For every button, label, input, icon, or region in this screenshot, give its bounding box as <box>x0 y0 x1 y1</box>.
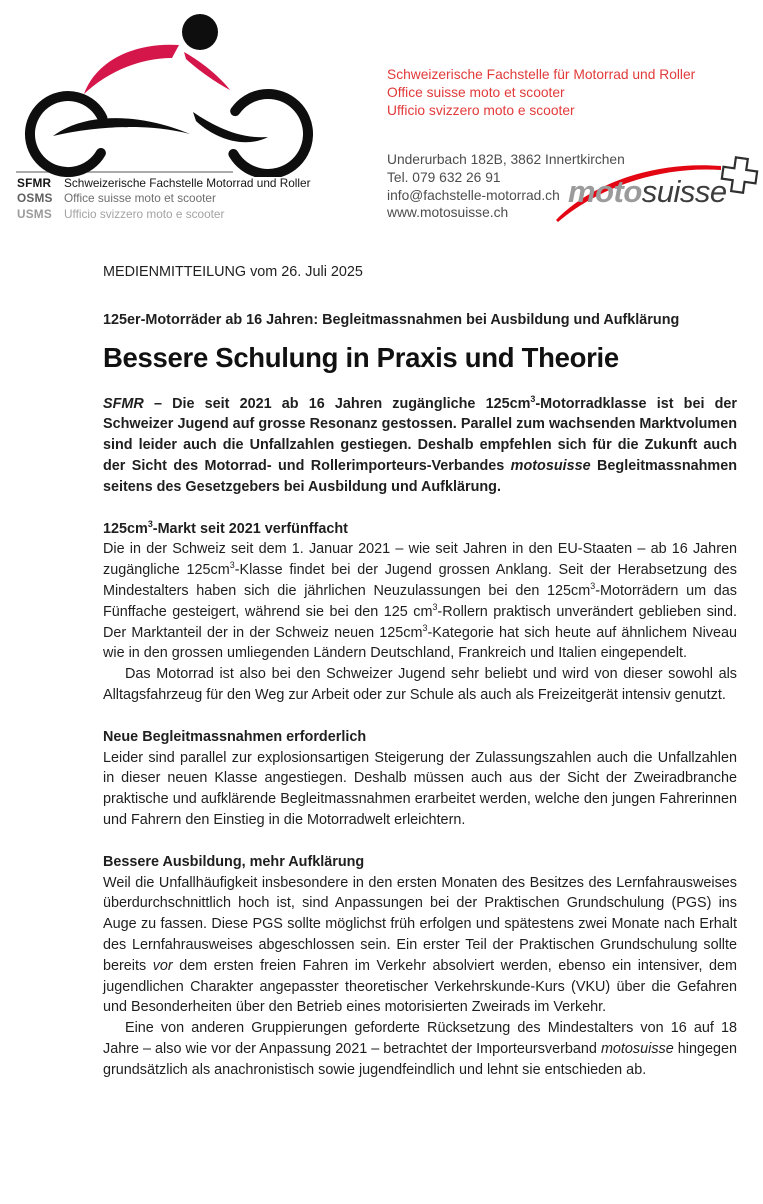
acronym-code: OSMS <box>17 191 53 206</box>
acronym-code: SFMR <box>17 176 52 190</box>
rider-body-icon <box>84 45 179 94</box>
section-training <box>103 852 737 1081</box>
section-heading: $125cm^3$-Markt seit 2021 verfünffacht <box>103 518 348 537</box>
body-paragraph: Das Motorrad ist also bei den Schweizer Jugend sehr beliebt und wird von dieser sowohl als Alltagsfahrzeug für den Weg zur Arbeit oder zur Schule als auch als Freizeitgerät intensiv genutzt. <box>103 666 737 703</box>
document-body <box>103 262 737 1081</box>
front-wheel-icon <box>30 96 102 172</box>
sfmr-motorcycle-logo-icon <box>15 5 315 177</box>
acronym-code: USMS <box>17 206 52 221</box>
lead-paragraph: SFMR – Die seit 2021 ab 16 Jahren zugängliche $125cm^3$-Motorradklasse ist bei der Schweizer Jugend auf grosse Resonanz gestossen. Parallel zum wachsenden Marktvolumen sind leider auch die Unfallzahlen gestiegen. Deshalb empfehlen sich für die Zukunft auch der Sicht des Motorrad- und Rollerimporteurs-Verbandes motosuisse Begleitmassnahmen seitens des Gesetzgebers bei Ausbildung und Aufklärung. <box>103 393 737 495</box>
acronym-label: Ufficio svizzero moto e scooter <box>64 206 225 221</box>
wordmark-moto: moto <box>568 174 642 209</box>
bike-body-icon <box>53 118 190 136</box>
motosuisse-logo <box>540 150 763 228</box>
rider-head-icon <box>182 14 218 50</box>
body-paragraph: Leider sind parallel zur explosionsartigen Steigerung der Zulassungszahlen auch die Unfallzahlen in dieser neuen Klasse angestiegen. Deshalb müssen auch aus der Sicht der Zweiradbranche praktische und aufklärende Begleitmassnahmen erarbeitet werden, welche den jungen Fahrerinnen und Fahrern den Einstieg in die Motorradwelt erleichtern. <box>103 749 737 828</box>
org-name-line: Schweizerische Fachstelle für Motorrad und Roller <box>387 67 696 82</box>
org-name-line: Ufficio svizzero moto e scooter <box>387 102 575 118</box>
rear-wheel-icon <box>233 94 308 174</box>
org-name-block <box>387 66 695 119</box>
contact-phone: Tel. 079 632 26 91 <box>387 169 501 185</box>
section-market <box>103 519 737 706</box>
section-measures <box>103 727 737 831</box>
acronym-row <box>17 191 311 206</box>
acronym-label: Schweizerische Fachstelle Motorrad und Roller <box>64 176 311 190</box>
section-heading: Neue Begleitmassnahmen erforderlich <box>103 728 367 745</box>
contact-email: info@fachstelle-motorrad.ch <box>387 187 560 203</box>
body-paragraph: Weil die Unfallhäufigkeit insbesondere in den ersten Monaten des Besitzes des Lernfahrausweises überdurchschnittlich hoch ist, sind Anpassungen bei der Praktischen Grundschulung (PGS) ins Auge zu fassen. Diese PGS sollte möglichst früh erfolgen und spätestens zwei Monate nach Erhalt des Lernfahrausweises abgeschlossen sein. Ein erster Teil der Praktischen Grundschulung sollte bereits vor dem ersten freien Fahren im Verkehr absolviert werden, ebenso ein intensiver, dem jugendlichen Charakter angepasster theoretischer Verkehrskunde-Kurs (VKU) über die Gefahren und Besonderheiten über den Betrieb eines motorisierten Zweirads im Verkehr. <box>103 874 737 1016</box>
bike-swingarm-icon <box>193 112 268 142</box>
org-name-line: Office suisse moto et scooter <box>387 84 565 100</box>
wordmark-suisse: suisse <box>641 174 727 209</box>
motosuisse-wordmark <box>568 174 727 210</box>
rider-arm-icon <box>184 52 230 90</box>
date-line: MEDIENMITTEILUNG vom 26. Juli 2025 <box>103 264 363 280</box>
acronym-label: Office suisse moto et scooter <box>64 191 216 206</box>
acronym-row <box>17 207 311 222</box>
subject-line: 125er-Motorräder ab 16 Jahren: Begleitmassnahmen bei Ausbildung und Aufklärung <box>103 311 680 328</box>
contact-website: www.motosuisse.ch <box>387 205 509 221</box>
acronym-row <box>17 176 311 191</box>
logo-acronym-block <box>17 176 311 222</box>
body-paragraph: Die in der Schweiz seit dem 1. Januar 2021 – wie seit Jahren in den EU-Staaten – ab 16 Jahren zugängliche $125cm^3$-Klasse findet bei der Jugend grossen Anklang. Seit der Herabsetzung des Mindestalters haben sich die jährlichen Neuzulassungen bei den $125cm^3$-Motorrädern um das Fünffache gesteigert, während sie bei den 125 $cm^3$-Rollern praktisch unverändert geblieben sind. Der Marktanteil der in der Schweiz neuen $125cm^3$-Kategorie hat sich heute auf ähnlichem Niveau wie in den grossen umliegenden Ländern Deutschland, Frankreich und Italien eingependelt. <box>103 541 738 662</box>
body-paragraph: Eine von anderen Gruppierungen geforderte Rücksetzung des Mindestalters von 16 auf 18 Jahre – also wie vor der Anpassung 2021 – betrachtet der Importeursverband motosuisse hingegen grundsätzlich als anachronistisch sowie jugendfeindlich und lehnt sie entschieden ab. <box>103 1020 737 1078</box>
headline: Bessere Schulung in Praxis und Theorie <box>103 341 619 373</box>
contact-address: Underurbach 182B, 3862 Innertkirchen <box>387 152 625 167</box>
section-heading: Bessere Ausbildung, mehr Aufklärung <box>103 853 365 870</box>
